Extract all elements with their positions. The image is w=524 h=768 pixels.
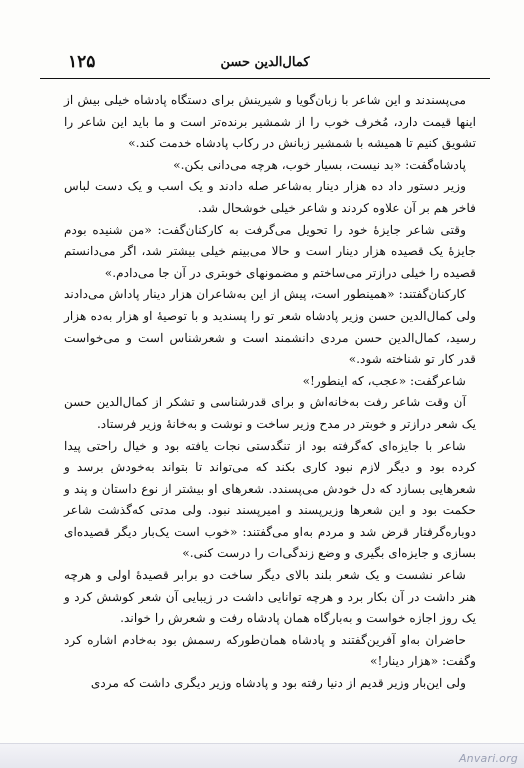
paragraph: حاضران به‌او آفرین‌گفتند و پادشاه همان‌طورکه رسمش بود به‌خادم اشاره کرد وگفت: «هزار دینار!»	[64, 632, 476, 669]
paragraph: شاعر با جایزه‌ای که‌گرفته بود از تنگدستی نجات یافته بود و خیال راحتی پیدا کرده بود و دیگر لازم نبود کاری بکند که می‌تواند تا بتواند به‌خودش برسد و شعرهایی بسازد که دل خودش می‌پسندد. شعرهای او بیشتر از نوع داستان و پند و حکمت بود و این شعرها وزیرپسند و امیرپسند نبود. ولی مدتی که‌گذشت شاعر دوباره‌گرفتار قرض شد و مردم به‌او می‌گفتند: «خوب است یک‌بار دیگر قصیده‌ای بسازی و جایزه‌ای بگیری و وضع زندگی‌ات را درست کنی.»	[64, 438, 476, 561]
paragraph: ولی این‌بار وزیر قدیم از دنیا رفته بود و پادشاه وزیر دیگری داشت که مردی	[90, 676, 466, 691]
paragraph: پادشاه‌گفت: «بد نیست، بسیار خوب، هرچه می‌دانی بکن.»	[173, 157, 466, 172]
body-text	[64, 90, 476, 695]
paragraph: آن وقت شاعر رفت به‌خانه‌اش و برای قدرشناسی و تشکر از کمال‌الدین حسن یک شعر درازتر و خوبتر در مدح وزیر ساخت و نوشت و به‌خانهٔ وزیر فرستاد.	[64, 395, 476, 431]
running-title: کمال‌الدین حسن	[220, 55, 310, 70]
paragraph: وقتی شاعر جایزهٔ خود را تحویل می‌گرفت به کارکنان‌گفت: «من شنیده بودم جایزهٔ یک قصیده هزار دینار است و حالا می‌بینم خیلی بیشتر شد، اگر می‌دانستم قصیده را خیلی درازتر می‌ساختم و مضمونهای خوبتری در آن جا می‌دادم.»	[64, 222, 476, 280]
paragraph: وزیر دستور داد ده هزار دینار به‌شاعر صله دادند و یک اسب و یک دست لباس فاخر هم بر آن علاوه کردند و شاعر خیلی خوشحال شد.	[64, 179, 476, 215]
header-rule	[40, 78, 490, 79]
paragraph: می‌پسندند و این شاعر با زبان‌گویا و شیرینش برای دستگاه پادشاه خیلی بیش از اینها قیمت دارد، مُخرف خوب را از شمشیر برنده‌تر است و ما باید این شاعر را تشویق کنیم تا همیشه با شمشیر زبانش در رکاب پادشاه خدمت کند.»	[64, 93, 476, 151]
footer-bar	[0, 743, 524, 768]
page-header	[40, 52, 490, 78]
page-number: ۱۲۵	[68, 52, 96, 72]
paragraph: شاعر نشست و یک شعر بلند بالای دیگر ساخت دو برابر قصیدهٔ اولی و هرچه هنر داشت در آن بکار برد و هرچه توانایی داشت در زیبایی آن شعر کوشش کرد و یک روز اجازه خواست و به‌بارگاه همان پادشاه رفت و شعرش را خواند.	[64, 568, 476, 626]
watermark: Anvari.org	[458, 752, 518, 765]
paragraph: شاعرگفت: «عجب، که اینطور!»	[302, 373, 466, 388]
paragraph: کارکنان‌گفتند: «همینطور است، پیش از این به‌شاعران هزار دینار پاداش می‌دادند ولی کمال‌الدین حسن وزیر پادشاه شعر تو را پسندید و با توصیهٔ او هزار به‌ده هزار رسید، کمال‌الدین حسن مردی دانشمند است و شعرشناس است و می‌خواست قدر کار تو شناخته شود.»	[64, 287, 476, 367]
